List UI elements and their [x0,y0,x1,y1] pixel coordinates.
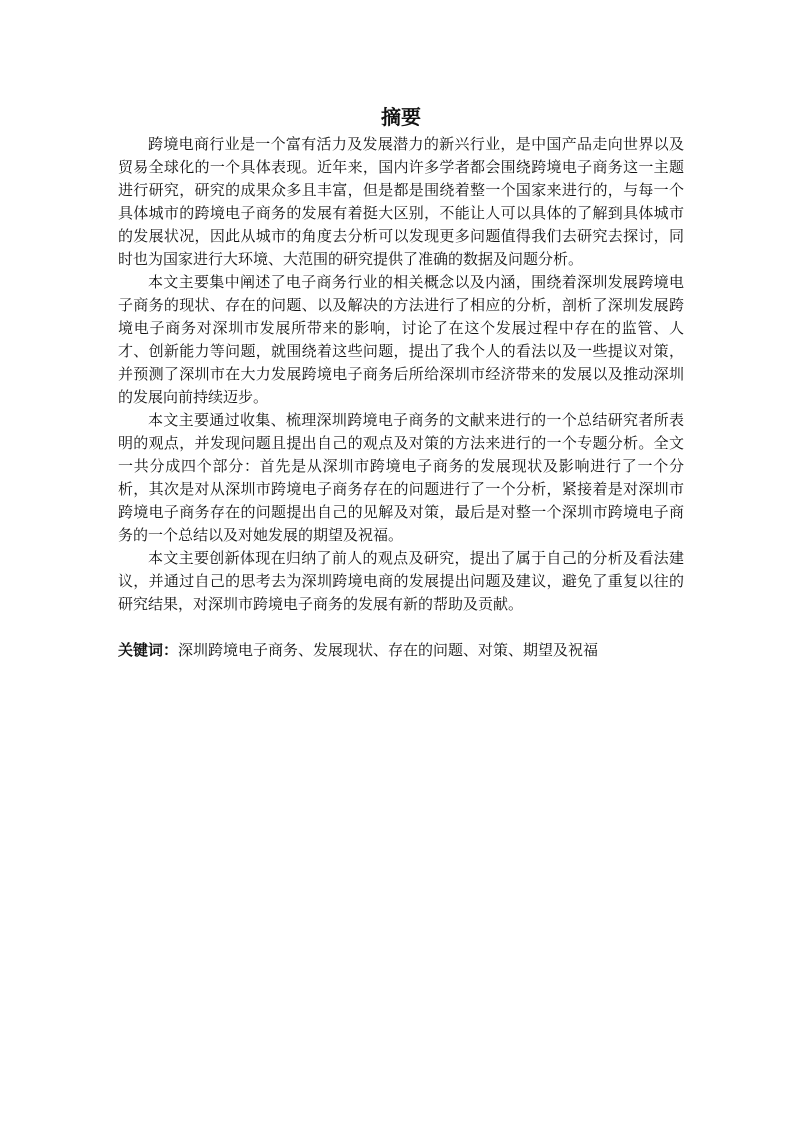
keywords-label: 关键词： [118,641,179,659]
abstract-page [118,103,684,662]
abstract-paragraph-1: 跨境电商行业是一个富有活力及发展潜力的新兴行业，是中国产品走向世界以及贸易全球化的一个具体表现。近年来，国内许多学者都会围绕跨境电子商务这一主题进行研究，研究的成果众多且丰富，但是都是围绕着整一个国家来进行的，与每一个具体城市的跨境电子商务的发展有着挺大区别，不能让人可以具体的了解到具体城市的发展状况，因此从城市的角度去分析可以发现更多问题值得我们去研究去探讨，同时也为国家进行大环境、大范围的研究提供了准确的数据及问题分析。 [118,135,684,268]
keywords-text: 深圳跨境电子商务、发展现状、存在的问题、对策、期望及祝福 [178,641,599,659]
keywords-line [118,639,684,662]
abstract-title: 摘要 [381,105,421,129]
abstract-paragraph-3: 本文主要通过收集、梳理深圳跨境电子商务的文献来进行的一个总结研究者所表明的观点，并发现问题且提出自己的观点及对策的方法来进行的一个专题分析。全文一共分成四个部分：首先是从深圳市跨境电子商务的发展现状及影响进行了一个分析，其次是对从深圳市跨境电子商务存在的问题进行了一个分析，紧接着是对深圳市跨境电子商务存在的问题提出自己的见解及对策，最后是对整一个深圳市跨境电子商务的一个总结以及对她发展的期望及祝福。 [118,411,684,544]
abstract-paragraph-2: 本文主要集中阐述了电子商务行业的相关概念以及内涵，围绕着深圳发展跨境电子商务的现状、存在的问题、以及解决的方法进行了相应的分析，剖析了深圳发展跨境电子商务对深圳市发展所带来的影响，讨论了在这个发展过程中存在的监管、人才、创新能力等问题，就围绕着这些问题，提出了我个人的看法以及一些提议对策，并预测了深圳市在大力发展跨境电子商务后所给深圳市经济带来的发展以及推动深圳的发展向前持续迈步。 [118,273,684,406]
abstract-paragraph-4: 本文主要创新体现在归纳了前人的观点及研究，提出了属于自己的分析及看法建议，并通过自己的思考去为深圳跨境电商的发展提出问题及建议，避免了重复以往的研究结果，对深圳市跨境电子商务的发展有新的帮助及贡献。 [118,549,684,613]
